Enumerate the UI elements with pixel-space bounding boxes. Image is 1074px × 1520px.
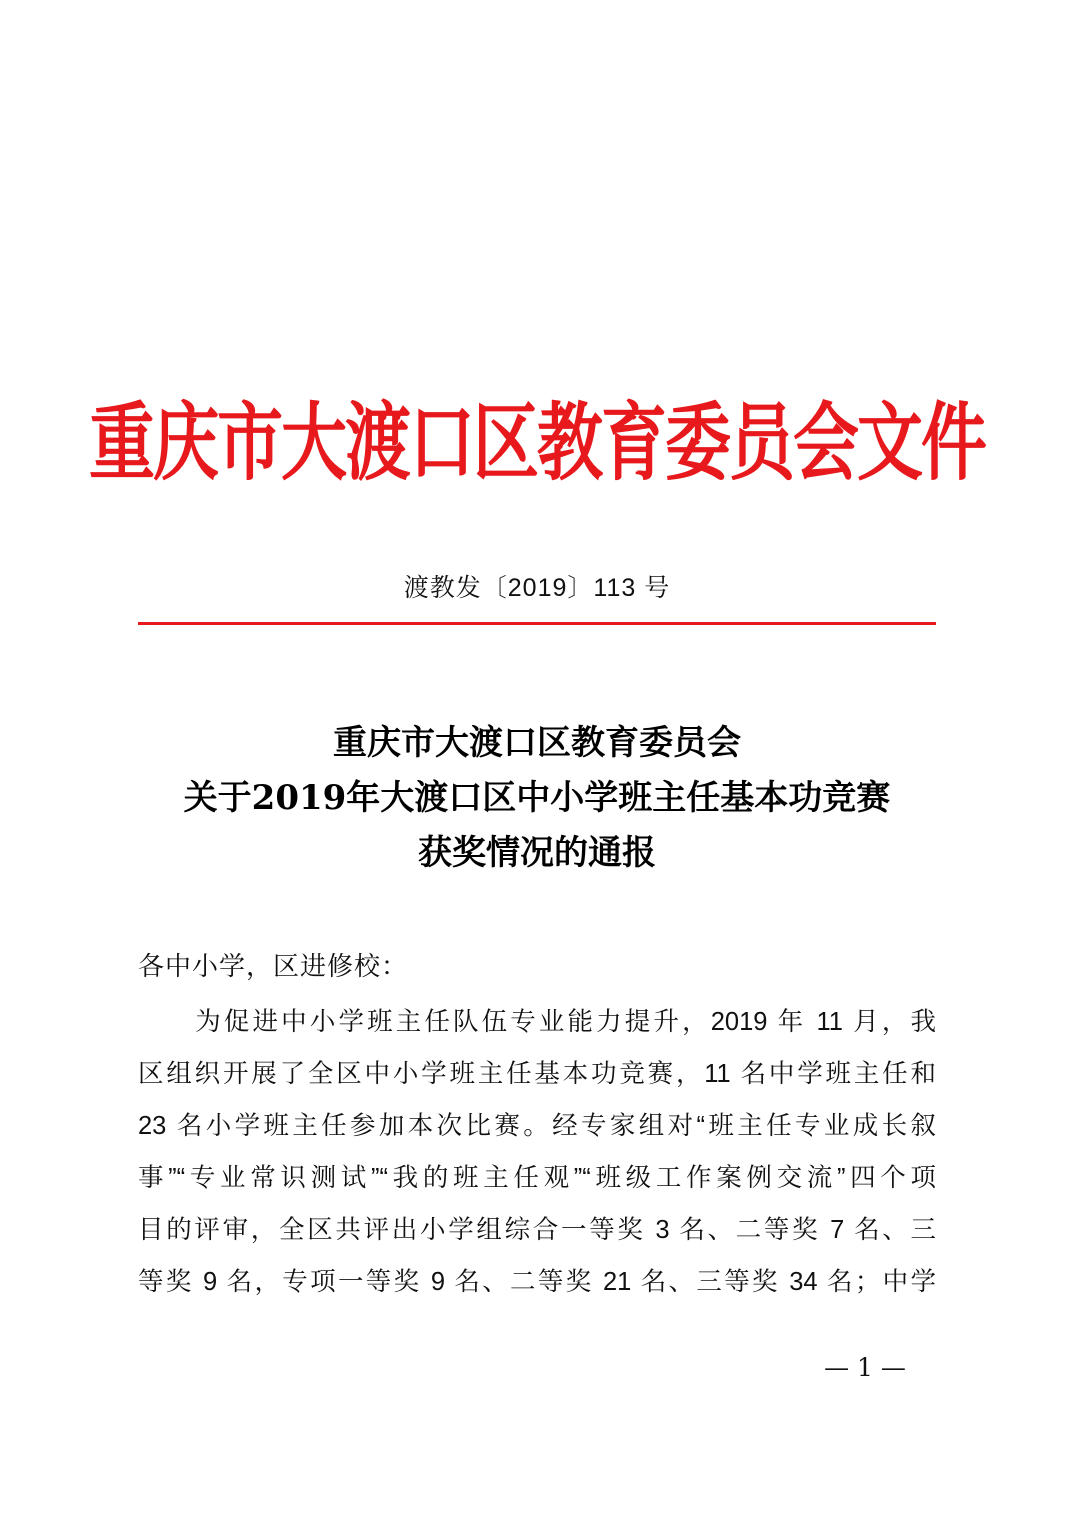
body-line: 为促进中小学班主任队伍专业能力提升，2019 年 11 月，我 bbox=[138, 1008, 936, 1036]
title-line-3: 获奖情况的通报 bbox=[418, 833, 656, 873]
document-masthead: 重庆市大渡口区教育委员会文件 bbox=[89, 392, 985, 493]
body-line: 等奖 9 名，专项一等奖 9 名、二等奖 21 名、三等奖 34 名；中学 bbox=[138, 1268, 936, 1296]
body-line: 事”“专业常识测试”“我的班主任观”“班级工作案例交流”四个项 bbox=[138, 1164, 936, 1192]
title-line-2: 关于2019年大渡口区中小学班主任基本功竞赛 bbox=[183, 778, 891, 818]
document-title bbox=[100, 716, 974, 881]
body-line: 目的评审，全区共评出小学组综合一等奖 3 名、二等奖 7 名、三 bbox=[138, 1216, 936, 1244]
salutation: 各中小学，区进修校： bbox=[138, 951, 409, 981]
body-line: 区组织开展了全区中小学班主任基本功竞赛，11 名中学班主任和 bbox=[138, 1060, 936, 1088]
page-number: — 1 — bbox=[824, 1353, 906, 1382]
document-number: 渡教发〔2019〕113 号 bbox=[403, 574, 671, 602]
body-line: 23 名小学班主任参加本次比赛。经专家组对“班主任专业成长叙 bbox=[138, 1112, 936, 1140]
red-divider-line bbox=[138, 622, 936, 625]
title-line-1: 重庆市大渡口区教育委员会 bbox=[333, 723, 741, 763]
body-paragraph bbox=[138, 996, 936, 1308]
